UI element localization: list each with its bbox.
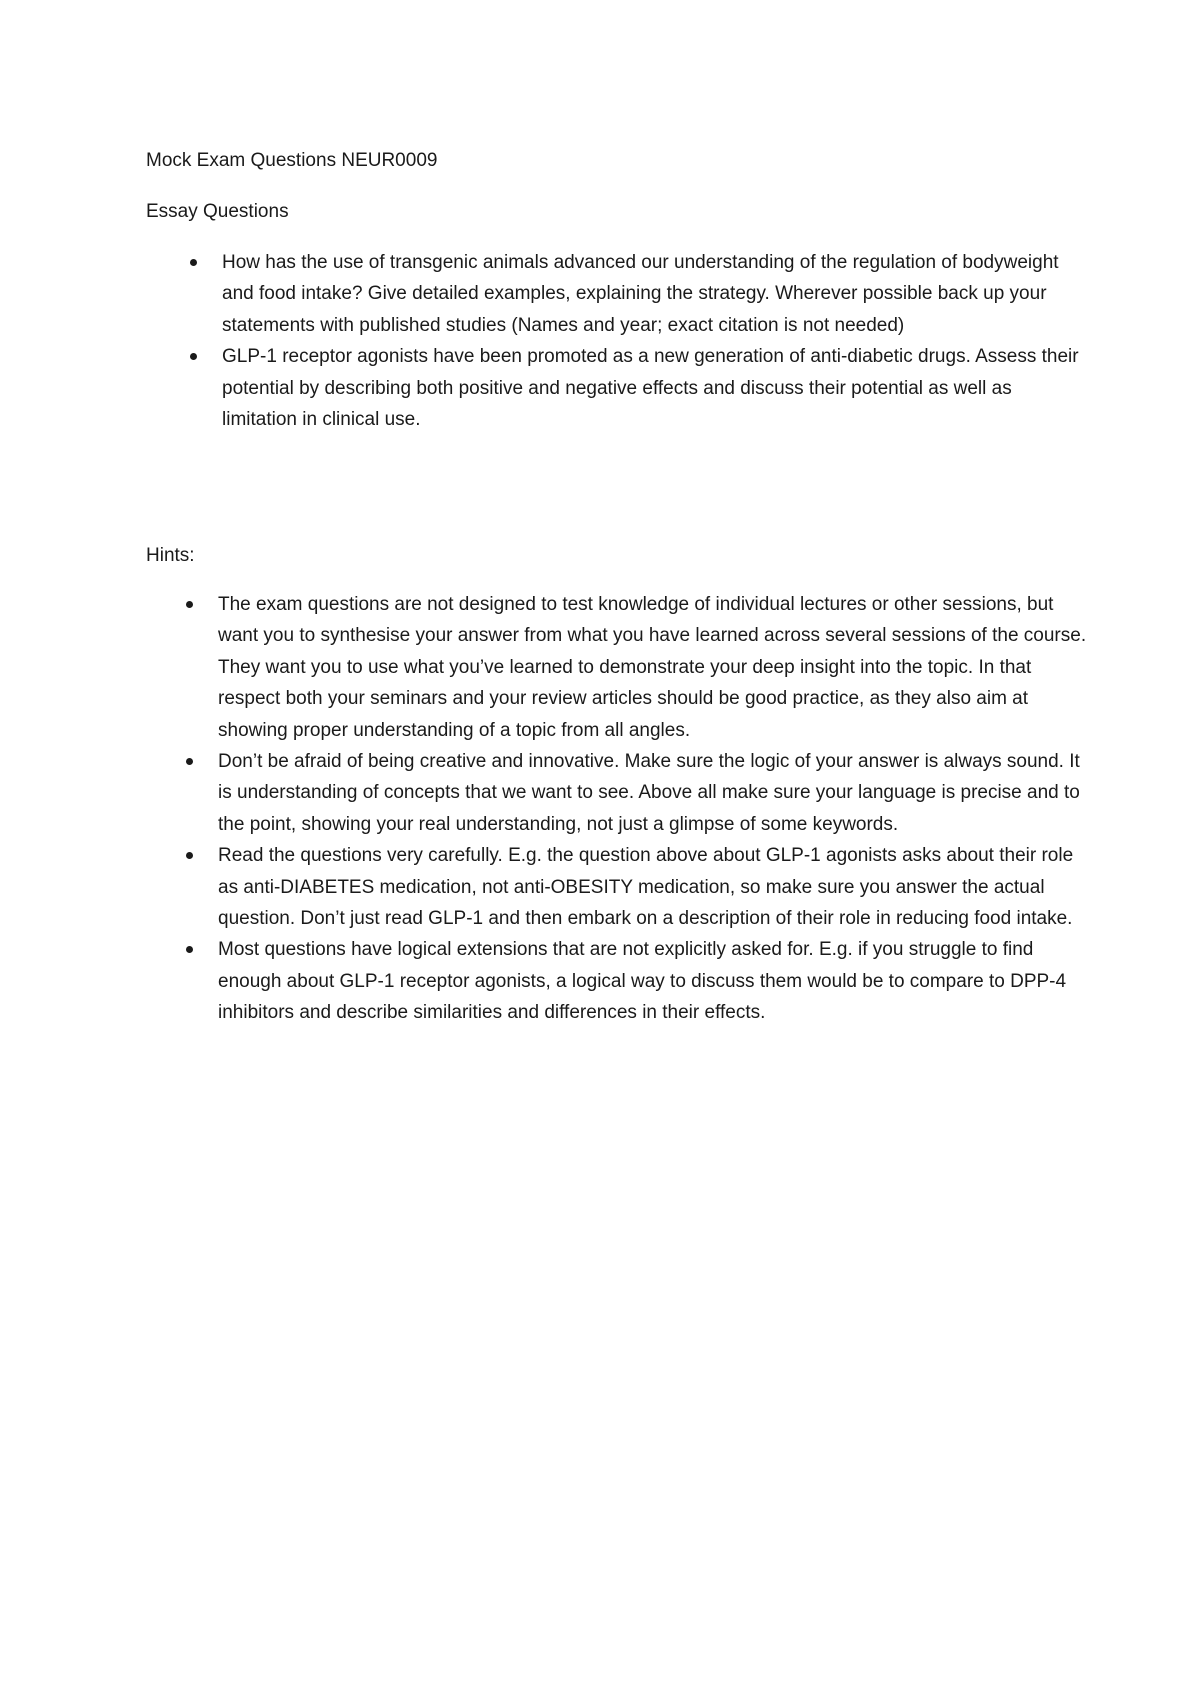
- hint-text: Read the questions very carefully. E.g. the question above about GLP-1 agonists asks about their role as anti-DIABETES medication, not anti-OBESITY medication, so make sure you answer the actual question. Don’t just read GLP-1 and then embark on a description of their role in reducing food intake.: [218, 845, 1074, 930]
- list-item: [218, 746, 1088, 840]
- hints-heading: Hints:: [146, 545, 195, 566]
- bullet-icon: [186, 946, 193, 953]
- essay-question-text: How has the use of transgenic animals advanced our understanding of the regulation of bodyweight and food intake? Give detailed examples, explaining the strategy. Wherever possible back up your statements with published studies (Names and year; exact citation is not needed): [222, 252, 1059, 336]
- list-item: [218, 934, 1088, 1028]
- bullet-icon: [190, 353, 197, 360]
- list-item: [218, 589, 1088, 746]
- list-item: [218, 840, 1088, 934]
- hints-list: [218, 589, 1088, 1029]
- bullet-icon: [190, 259, 197, 266]
- essay-questions-heading: Essay Questions: [146, 201, 289, 222]
- hint-text: The exam questions are not designed to test knowledge of individual lectures or other sessions, but want you to synthesise your answer from what you have learned across several sessions of the course. They want you to use what you’ve learned to demonstrate your deep insight into the topic. In that respect both your seminars and your review articles should be good practice, as they also aim at showing proper understanding of a topic from all angles.: [218, 594, 1087, 741]
- list-item: [222, 341, 1082, 435]
- bullet-icon: [186, 852, 193, 859]
- document-title: Mock Exam Questions NEUR0009: [146, 150, 438, 171]
- essay-question-text: GLP-1 receptor agonists have been promoted as a new generation of anti-diabetic drugs. Assess their potential by describing both positive and negative effects and discuss their potential as well as limitation in clinical use.: [222, 346, 1079, 431]
- hint-text: Most questions have logical extensions that are not explicitly asked for. E.g. if you struggle to find enough about GLP-1 receptor agonists, a logical way to discuss them would be to compare to DPP-4 inhibitors and describe similarities and differences in their effects.: [218, 939, 1067, 1024]
- bullet-icon: [186, 601, 193, 608]
- essay-questions-list: [222, 247, 1082, 435]
- hint-text: Don’t be afraid of being creative and innovative. Make sure the logic of your answer is always sound. It is understanding of concepts that we want to see. Above all make sure your language is precise and to the point, showing your real understanding, not just a glimpse of some keywords.: [218, 751, 1080, 835]
- bullet-icon: [186, 758, 193, 765]
- list-item: [222, 247, 1082, 341]
